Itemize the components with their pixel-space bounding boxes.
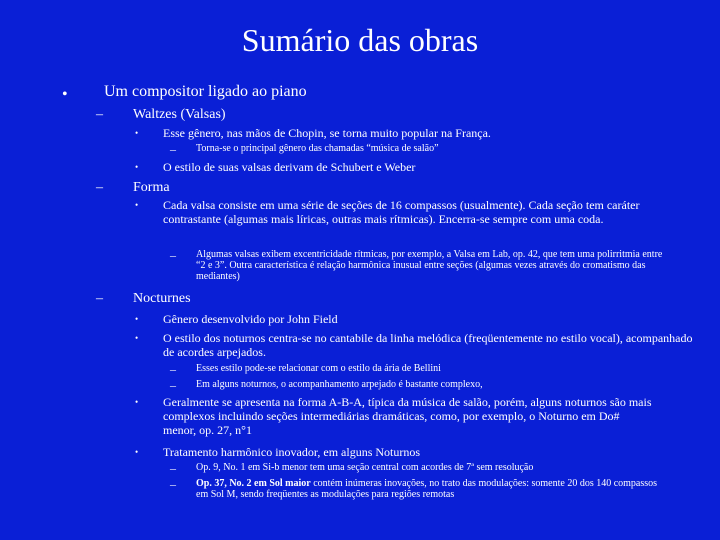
- bullet-marker: •: [135, 200, 139, 210]
- bullet-text: Esse gênero, nas mãos de Chopin, se torna muito popular na França.: [163, 126, 491, 140]
- bullet-marker: •: [135, 162, 139, 172]
- bullet-text: Esses estilo pode-se relacionar com o estilo da ária de Bellini: [196, 363, 441, 374]
- bullet-text: Cada valsa consiste em uma série de seções de 16 compassos (usualmente). Cada seção tem caráter contrastante (algumas mais líricas, outras mais rítmicas). Encerra-se sempre com uma coda.: [163, 198, 640, 226]
- bullet-marker: •: [135, 397, 139, 407]
- bullet-text: Forma: [133, 180, 170, 195]
- bullet-marker: –: [96, 180, 103, 195]
- bullet-text: Geralmente se apresenta na forma A-B-A, típica da música de salão, porém, alguns noturnos são mais complexos incluindo seções intermediárias dramáticas, como, por exemplo, o Noturno em Do# menor, op. 27, n°1: [163, 395, 652, 437]
- bullet-marker: •: [62, 86, 68, 103]
- bullet-text: Algumas valsas exibem excentricidade rítmicas, por exemplo, a Valsa em Lab, op. 42, que tem uma polirritmia entre “2 e 3”. Outra característica é relação harmônica inusual entre seções (algumas vezes através do cromatismo das mediantes): [196, 249, 663, 282]
- bullet-text: [196, 478, 666, 500]
- bullet-text: Nocturnes: [133, 291, 191, 306]
- bullet-text: Torna-se o principal gênero das chamadas “música de salão”: [196, 143, 439, 154]
- bullet-marker: –: [96, 291, 103, 306]
- slide-title: Sumário das obras: [241, 22, 479, 58]
- bullet-text: Gênero desenvolvido por John Field: [163, 312, 338, 326]
- bullet-text: Um compositor ligado ao piano: [104, 83, 307, 100]
- bullet-marker: –: [170, 142, 176, 156]
- bullet-marker: •: [135, 447, 139, 457]
- bullet-text: O estilo dos noturnos centra-se no cantabile da linha melódica (freqüentemente no estilo vocal), acompanhado de acordes arpejados.: [163, 331, 693, 359]
- bullet-marker: –: [170, 461, 176, 475]
- bullet-text: Op. 9, No. 1 em Si-b menor tem uma seção central com acordes de 7ª sem resolução: [196, 462, 534, 473]
- bullet-marker: •: [135, 128, 139, 138]
- bullet-marker: –: [170, 477, 176, 491]
- bold-emphasis: Op. 37, No. 2 em Sol maior: [196, 478, 311, 489]
- bullet-marker: •: [135, 314, 139, 324]
- bullet-marker: –: [170, 362, 176, 376]
- bullet-marker: –: [170, 378, 176, 392]
- bullet-text: Em alguns noturnos, o acompanhamento arpejado é bastante complexo,: [196, 379, 483, 390]
- bullet-marker: –: [96, 107, 103, 122]
- bullet-text: Waltzes (Valsas): [133, 107, 226, 122]
- bullet-text-rest: contém inúmeras inovações, no trato das modulações: somente 20 dos 140 compassos em Sol M, sendo freqüentes as modulações para regiões remotas: [196, 478, 658, 500]
- bullet-text: Tratamento harmônico inovador, em alguns Noturnos: [163, 445, 421, 459]
- bullet-text: O estilo de suas valsas derivam de Schubert e Weber: [163, 160, 416, 174]
- bullet-marker: –: [170, 248, 176, 262]
- bullet-marker: •: [135, 333, 139, 343]
